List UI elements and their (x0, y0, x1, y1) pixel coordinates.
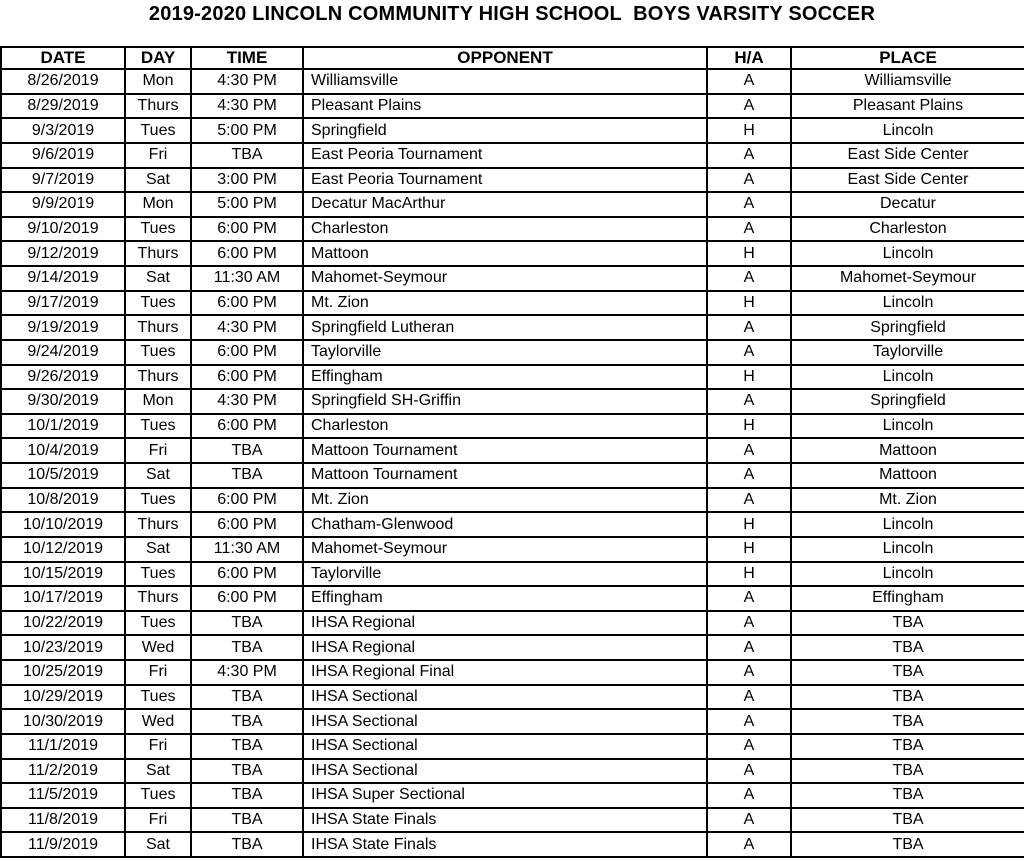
place-cell: TBA (791, 709, 1024, 734)
ha-cell: A (707, 463, 791, 488)
table-row (1, 340, 1024, 365)
place-cell: TBA (791, 783, 1024, 808)
place-cell: TBA (791, 759, 1024, 784)
ha-cell: A (707, 759, 791, 784)
time-cell: TBA (191, 611, 303, 636)
date-cell: 9/14/2019 (1, 266, 125, 291)
date-cell: 11/8/2019 (1, 808, 125, 833)
date-cell: 10/15/2019 (1, 562, 125, 587)
table-row (1, 315, 1024, 340)
opponent-cell: Springfield Lutheran (303, 315, 707, 340)
table-row (1, 734, 1024, 759)
time-cell: 11:30 AM (191, 537, 303, 562)
day-cell: Fri (125, 438, 191, 463)
opponent-cell: Springfield SH-Griffin (303, 389, 707, 414)
opponent-cell: Springfield (303, 118, 707, 143)
table-row (1, 241, 1024, 266)
table-row (1, 586, 1024, 611)
ha-cell: A (707, 709, 791, 734)
ha-cell: H (707, 512, 791, 537)
table-row (1, 488, 1024, 513)
place-cell: Springfield (791, 389, 1024, 414)
opponent-cell: IHSA State Finals (303, 808, 707, 833)
day-cell: Tues (125, 488, 191, 513)
time-cell: 6:00 PM (191, 365, 303, 390)
opponent-cell: IHSA Sectional (303, 734, 707, 759)
ha-cell: A (707, 438, 791, 463)
place-cell: Lincoln (791, 414, 1024, 439)
page-title: 2019-2020 LINCOLN COMMUNITY HIGH SCHOOL BOYS VARSITY SOCCER (148, 3, 876, 25)
day-cell: Wed (125, 635, 191, 660)
place-cell: TBA (791, 832, 1024, 857)
date-cell: 10/5/2019 (1, 463, 125, 488)
day-cell: Tues (125, 562, 191, 587)
date-cell: 9/12/2019 (1, 241, 125, 266)
day-cell: Tues (125, 414, 191, 439)
table-row (1, 832, 1024, 857)
date-cell: 8/29/2019 (1, 94, 125, 119)
schedule-table (0, 46, 1024, 858)
time-cell: 4:30 PM (191, 94, 303, 119)
ha-cell: H (707, 241, 791, 266)
day-cell: Fri (125, 143, 191, 168)
day-cell: Thurs (125, 241, 191, 266)
place-cell: Pleasant Plains (791, 94, 1024, 119)
table-row (1, 512, 1024, 537)
date-cell: 10/8/2019 (1, 488, 125, 513)
opponent-cell: Effingham (303, 365, 707, 390)
opponent-cell: IHSA Sectional (303, 685, 707, 710)
ha-cell: A (707, 94, 791, 119)
day-cell: Sat (125, 759, 191, 784)
opponent-cell: Effingham (303, 586, 707, 611)
date-cell: 9/6/2019 (1, 143, 125, 168)
table-row (1, 217, 1024, 242)
place-cell: TBA (791, 635, 1024, 660)
table-row (1, 192, 1024, 217)
day-cell: Tues (125, 291, 191, 316)
ha-cell: H (707, 291, 791, 316)
day-cell: Thurs (125, 512, 191, 537)
opponent-cell: Mattoon Tournament (303, 438, 707, 463)
date-cell: 9/30/2019 (1, 389, 125, 414)
table-row (1, 635, 1024, 660)
table-row (1, 143, 1024, 168)
opponent-cell: IHSA Regional (303, 611, 707, 636)
opponent-cell: IHSA Regional Final (303, 660, 707, 685)
ha-cell: A (707, 340, 791, 365)
opponent-cell: Mahomet-Seymour (303, 266, 707, 291)
day-cell: Thurs (125, 94, 191, 119)
ha-cell: A (707, 143, 791, 168)
date-cell: 9/17/2019 (1, 291, 125, 316)
date-cell: 10/25/2019 (1, 660, 125, 685)
opponent-cell: Mt. Zion (303, 488, 707, 513)
ha-cell: A (707, 488, 791, 513)
place-cell: Mahomet-Seymour (791, 266, 1024, 291)
table-row (1, 69, 1024, 94)
time-cell: 6:00 PM (191, 586, 303, 611)
table-row (1, 118, 1024, 143)
day-cell: Thurs (125, 365, 191, 390)
column-header-ha: H/A (707, 47, 791, 69)
table-row (1, 660, 1024, 685)
ha-cell: H (707, 562, 791, 587)
ha-cell: A (707, 635, 791, 660)
place-cell: Williamsville (791, 69, 1024, 94)
date-cell: 9/9/2019 (1, 192, 125, 217)
date-cell: 9/24/2019 (1, 340, 125, 365)
table-row (1, 611, 1024, 636)
place-cell: Lincoln (791, 365, 1024, 390)
time-cell: 11:30 AM (191, 266, 303, 291)
place-cell: Decatur (791, 192, 1024, 217)
column-header-opponent: OPPONENT (303, 47, 707, 69)
place-cell: Lincoln (791, 241, 1024, 266)
opponent-cell: IHSA Regional (303, 635, 707, 660)
time-cell: 6:00 PM (191, 241, 303, 266)
place-cell: TBA (791, 611, 1024, 636)
time-cell: 6:00 PM (191, 217, 303, 242)
time-cell: 4:30 PM (191, 660, 303, 685)
place-cell: Mattoon (791, 463, 1024, 488)
day-cell: Sat (125, 537, 191, 562)
day-cell: Mon (125, 69, 191, 94)
place-cell: East Side Center (791, 168, 1024, 193)
ha-cell: A (707, 734, 791, 759)
day-cell: Tues (125, 783, 191, 808)
time-cell: TBA (191, 709, 303, 734)
place-cell: Lincoln (791, 291, 1024, 316)
ha-cell: A (707, 266, 791, 291)
day-cell: Tues (125, 217, 191, 242)
table-row (1, 365, 1024, 390)
date-cell: 10/10/2019 (1, 512, 125, 537)
opponent-cell: IHSA Sectional (303, 709, 707, 734)
time-cell: 4:30 PM (191, 315, 303, 340)
time-cell: 3:00 PM (191, 168, 303, 193)
column-header-date: DATE (1, 47, 125, 69)
table-row (1, 266, 1024, 291)
ha-cell: H (707, 414, 791, 439)
day-cell: Fri (125, 660, 191, 685)
ha-cell: A (707, 69, 791, 94)
opponent-cell: Chatham-Glenwood (303, 512, 707, 537)
date-cell: 11/2/2019 (1, 759, 125, 784)
column-header-place: PLACE (791, 47, 1024, 69)
date-cell: 9/10/2019 (1, 217, 125, 242)
place-cell: Lincoln (791, 118, 1024, 143)
time-cell: 5:00 PM (191, 192, 303, 217)
table-row (1, 562, 1024, 587)
opponent-cell: Taylorville (303, 340, 707, 365)
opponent-cell: IHSA Sectional (303, 759, 707, 784)
opponent-cell: Charleston (303, 414, 707, 439)
ha-cell: A (707, 808, 791, 833)
time-cell: TBA (191, 635, 303, 660)
table-row (1, 759, 1024, 784)
time-cell: 6:00 PM (191, 488, 303, 513)
ha-cell: A (707, 315, 791, 340)
opponent-cell: IHSA Super Sectional (303, 783, 707, 808)
date-cell: 10/17/2019 (1, 586, 125, 611)
ha-cell: H (707, 118, 791, 143)
ha-cell: H (707, 537, 791, 562)
ha-cell: A (707, 832, 791, 857)
table-row (1, 389, 1024, 414)
opponent-cell: Mahomet-Seymour (303, 537, 707, 562)
table-row (1, 463, 1024, 488)
opponent-cell: Pleasant Plains (303, 94, 707, 119)
table-row (1, 709, 1024, 734)
date-cell: 10/4/2019 (1, 438, 125, 463)
column-header-time: TIME (191, 47, 303, 69)
date-cell: 9/3/2019 (1, 118, 125, 143)
day-cell: Fri (125, 808, 191, 833)
table-row (1, 414, 1024, 439)
place-cell: Mt. Zion (791, 488, 1024, 513)
place-cell: TBA (791, 685, 1024, 710)
time-cell: 6:00 PM (191, 562, 303, 587)
place-cell: Lincoln (791, 512, 1024, 537)
date-cell: 9/7/2019 (1, 168, 125, 193)
place-cell: Lincoln (791, 537, 1024, 562)
ha-cell: A (707, 192, 791, 217)
ha-cell: A (707, 389, 791, 414)
time-cell: TBA (191, 783, 303, 808)
ha-cell: A (707, 611, 791, 636)
day-cell: Mon (125, 192, 191, 217)
date-cell: 9/26/2019 (1, 365, 125, 390)
time-cell: TBA (191, 438, 303, 463)
time-cell: 6:00 PM (191, 512, 303, 537)
place-cell: Effingham (791, 586, 1024, 611)
table-row (1, 783, 1024, 808)
opponent-cell: Decatur MacArthur (303, 192, 707, 217)
day-cell: Tues (125, 118, 191, 143)
day-cell: Tues (125, 340, 191, 365)
date-cell: 10/29/2019 (1, 685, 125, 710)
opponent-cell: Williamsville (303, 69, 707, 94)
place-cell: Mattoon (791, 438, 1024, 463)
place-cell: Taylorville (791, 340, 1024, 365)
place-cell: Lincoln (791, 562, 1024, 587)
ha-cell: A (707, 783, 791, 808)
ha-cell: H (707, 365, 791, 390)
ha-cell: A (707, 685, 791, 710)
time-cell: TBA (191, 685, 303, 710)
schedule-table-body (1, 69, 1024, 857)
day-cell: Tues (125, 685, 191, 710)
time-cell: 4:30 PM (191, 389, 303, 414)
opponent-cell: East Peoria Tournament (303, 168, 707, 193)
time-cell: TBA (191, 759, 303, 784)
day-cell: Thurs (125, 586, 191, 611)
time-cell: 6:00 PM (191, 291, 303, 316)
time-cell: TBA (191, 463, 303, 488)
opponent-cell: Mattoon Tournament (303, 463, 707, 488)
day-cell: Fri (125, 734, 191, 759)
place-cell: Charleston (791, 217, 1024, 242)
column-header-day: DAY (125, 47, 191, 69)
time-cell: TBA (191, 734, 303, 759)
time-cell: 5:00 PM (191, 118, 303, 143)
ha-cell: A (707, 217, 791, 242)
date-cell: 11/5/2019 (1, 783, 125, 808)
time-cell: TBA (191, 832, 303, 857)
ha-cell: A (707, 586, 791, 611)
ha-cell: A (707, 168, 791, 193)
opponent-cell: Mattoon (303, 241, 707, 266)
time-cell: TBA (191, 143, 303, 168)
day-cell: Sat (125, 168, 191, 193)
time-cell: 6:00 PM (191, 414, 303, 439)
date-cell: 10/23/2019 (1, 635, 125, 660)
day-cell: Sat (125, 266, 191, 291)
date-cell: 10/30/2019 (1, 709, 125, 734)
time-cell: 4:30 PM (191, 69, 303, 94)
place-cell: TBA (791, 734, 1024, 759)
date-cell: 10/1/2019 (1, 414, 125, 439)
date-cell: 10/22/2019 (1, 611, 125, 636)
day-cell: Mon (125, 389, 191, 414)
place-cell: Springfield (791, 315, 1024, 340)
table-row (1, 291, 1024, 316)
day-cell: Sat (125, 463, 191, 488)
ha-cell: A (707, 660, 791, 685)
table-header (1, 47, 1024, 69)
table-row (1, 685, 1024, 710)
header-row (1, 47, 1024, 69)
opponent-cell: East Peoria Tournament (303, 143, 707, 168)
day-cell: Sat (125, 832, 191, 857)
day-cell: Thurs (125, 315, 191, 340)
table-row (1, 537, 1024, 562)
table-row (1, 438, 1024, 463)
date-cell: 11/1/2019 (1, 734, 125, 759)
opponent-cell: Taylorville (303, 562, 707, 587)
opponent-cell: Charleston (303, 217, 707, 242)
place-cell: East Side Center (791, 143, 1024, 168)
table-row (1, 94, 1024, 119)
place-cell: TBA (791, 660, 1024, 685)
time-cell: TBA (191, 808, 303, 833)
date-cell: 10/12/2019 (1, 537, 125, 562)
opponent-cell: IHSA State Finals (303, 832, 707, 857)
time-cell: 6:00 PM (191, 340, 303, 365)
table-row (1, 808, 1024, 833)
day-cell: Wed (125, 709, 191, 734)
date-cell: 8/26/2019 (1, 69, 125, 94)
day-cell: Tues (125, 611, 191, 636)
date-cell: 9/19/2019 (1, 315, 125, 340)
date-cell: 11/9/2019 (1, 832, 125, 857)
place-cell: TBA (791, 808, 1024, 833)
table-row (1, 168, 1024, 193)
opponent-cell: Mt. Zion (303, 291, 707, 316)
